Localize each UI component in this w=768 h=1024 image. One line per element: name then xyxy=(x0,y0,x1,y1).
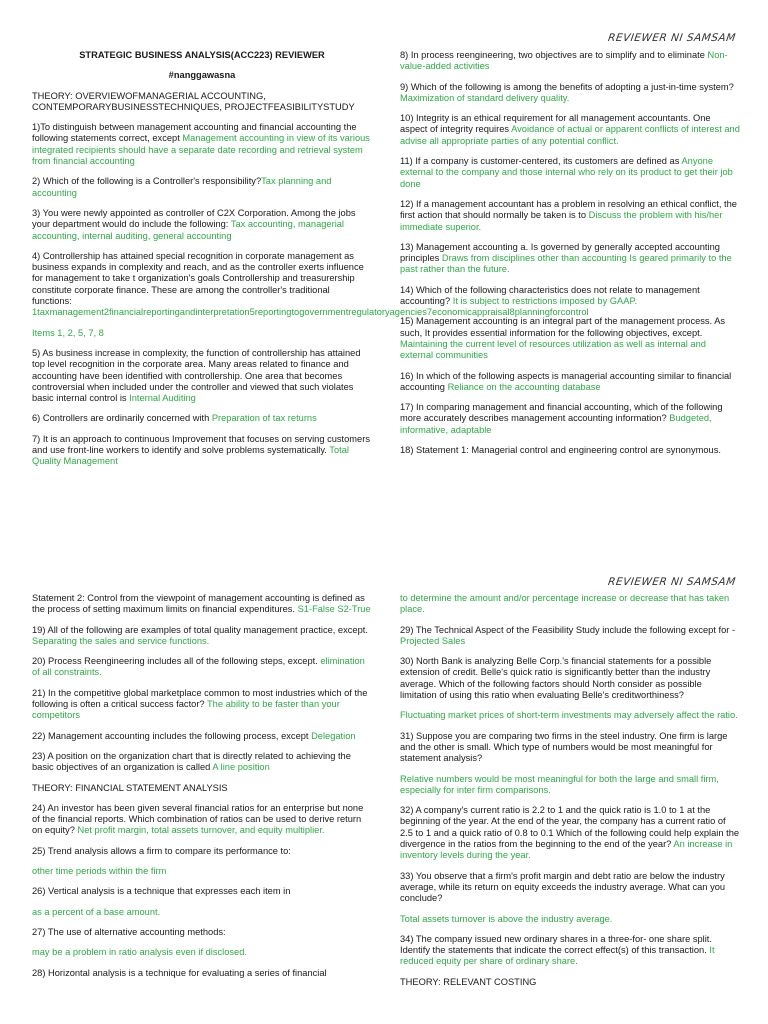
answer-text: to determine the amount and/or percentage increase or decrease that has taken place. xyxy=(400,593,730,615)
question-item xyxy=(400,871,740,905)
question-text: 19) All of the following are examples of total quality management practice, except. xyxy=(32,624,368,635)
question-item xyxy=(400,242,740,276)
question-item xyxy=(32,783,372,794)
question-item xyxy=(400,199,740,233)
question-text: 15) Management accounting is an integral part of the management process. As such, It provides essential information for the following objectives, except. xyxy=(400,316,726,338)
answer-text: Items 1, 2, 5, 7, 8 xyxy=(32,327,104,338)
answer-text: Tax planning and accounting xyxy=(32,176,332,198)
answer-text: Tax accounting, managerial accounting, internal auditing, general accounting xyxy=(32,219,344,241)
question-item xyxy=(400,710,740,721)
answer-text: Preparation of tax returns xyxy=(211,413,317,424)
answer-text: Budgeted, informative, adaptable xyxy=(400,413,712,435)
question-item xyxy=(32,803,372,837)
answer-text: Total assets turnover is above the industry average. xyxy=(400,913,613,924)
question-text: 11) If a company is customer-centered, its customers are defined as xyxy=(400,156,682,167)
question-item xyxy=(32,688,372,722)
answer-text: S1-False S2-True xyxy=(297,604,371,615)
reviewer-watermark: REVIEWER NI SAMSAM xyxy=(607,576,737,588)
question-item xyxy=(400,934,740,968)
question-item xyxy=(32,968,372,979)
question-text: 16) In which of the following aspects is managerial accounting similar to financial accounting xyxy=(400,370,732,392)
question-item xyxy=(400,593,740,616)
question-text: 3) You were newly appointed as controller of C2X Corporation. Among the jobs your department would do include the following: xyxy=(32,207,356,230)
question-item xyxy=(32,751,372,774)
answer-text: Relative numbers would be most meaningful for both the large and small firm, especially for inter firm comparisons. xyxy=(400,773,719,795)
question-text: THEORY: RELEVANT COSTING xyxy=(400,976,537,987)
question-text: 24) An investor has been given several financial ratios for an enterprise but none of the financial reports. Which combination of ratios can be used to derive return on equity? xyxy=(32,802,364,836)
question-item xyxy=(400,113,740,147)
question-text: 30) North Bank is analyzing Belle Corp.'s financial statements for a possible extension of credit. Belle's quick ratio is significantly better than the industry average. Which of the following factors should North consider as possible limitation of using this ratio when evaluating Belle's creditworthiness? xyxy=(400,656,712,701)
question-item xyxy=(32,122,372,167)
question-item xyxy=(32,208,372,242)
question-item xyxy=(32,731,372,742)
answer-text: Avoidance of actual or apparent conflicts of interest and advise all appropriate parties of any potential conflict. xyxy=(400,124,740,146)
question-item xyxy=(32,625,372,648)
question-text: 1)To distinguish between management accounting and financial accounting the following statements correct, except xyxy=(32,122,357,144)
question-text: 31) Suppose you are comparing two firms in the steel industry. One firm is large and the other is small. Which type of numbers would be most meaningful for statement analysis? xyxy=(400,730,728,764)
question-text: Statement 2: Control from the viewpoint of management accounting is defined as the process of setting maximum limits on financial expenditures. xyxy=(32,593,365,615)
question-item xyxy=(400,656,740,701)
answer-text: Separating the sales and service functions. xyxy=(32,635,210,646)
question-item xyxy=(32,434,372,468)
question-item xyxy=(400,774,740,797)
question-text: 17) In comparing management and financial accounting, which of the following more accurately describes management accounting information? xyxy=(400,402,723,424)
left-column xyxy=(32,593,372,988)
document-page-2 xyxy=(0,568,768,1024)
question-text: 27) The use of alternative accounting methods: xyxy=(32,926,226,937)
question-text: 6) Controllers are ordinarily concerned with xyxy=(32,413,212,424)
answer-text: It reduced equity per share of ordinary share. xyxy=(400,945,715,967)
question-item xyxy=(32,927,372,938)
answer-text: Anyone external to the company and those internal who rely on its product to get their job done xyxy=(400,156,733,189)
answer-text: Discuss the problem with his/her immediate superior. xyxy=(400,210,723,232)
question-text: 32) A company's current ratio is 2.2 to 1 and the quick ratio is 1.0 to 1 at the beginning of the year. At the end of the year, the company has a current ratio of 2.5 to 1 and a quick ratio of 0.8 to 0.1 Which of the following could help explain the divergence in the ratios from the beginning to the end of the year? xyxy=(400,805,740,850)
question-item xyxy=(32,348,372,404)
question-item xyxy=(32,176,372,199)
answer-text: Net profit margin, total assets turnover, and equity multiplier. xyxy=(77,825,325,836)
question-item xyxy=(32,328,372,339)
question-text: 29) The Technical Aspect of the Feasibility Study include the following except for - xyxy=(400,624,736,635)
question-text: 10) Integrity is an ethical requirement for all management accountants. One aspect of integrity requires xyxy=(400,113,711,135)
question-item xyxy=(400,82,740,105)
question-item xyxy=(32,846,372,857)
question-item xyxy=(32,866,372,877)
answer-text: The ability to be faster than your competitors xyxy=(32,699,340,721)
theory-heading: THEORY: OVERVIEWOFMANAGERIAL ACCOUNTING, CONTEMPORARYBUSINESSTECHNIQUES, PROJECTFEASIBILITYSTUDY xyxy=(32,90,355,112)
answer-text: A line position xyxy=(212,762,270,773)
question-text: 7) It is an approach to continuous Improvement that focuses on serving customers and use front-line workers to identify and solve problems systematically. xyxy=(32,433,370,456)
answer-text: Fluctuating market prices of short-term investments may adversely affect the ratio. xyxy=(400,710,738,721)
question-text: 34) The company issued new ordinary shares in a three-for- one share split. Identify the statements that indicate the correct effect(s) of this transaction. xyxy=(400,933,712,956)
question-item xyxy=(400,805,740,861)
answer-text: Maintaining the current level of resources utilization as well as internal and external communities xyxy=(400,338,706,361)
question-text: 8) In process reengineering, two objectives are to simplify and to eliminate xyxy=(400,50,708,60)
question-item xyxy=(400,371,740,394)
question-text: 23) A position on the organization chart that is directly related to achieving the basic objectives of an organization is called xyxy=(32,750,351,773)
question-text: 13) Management accounting a. Is governed by generally accepted accounting principles xyxy=(400,241,720,264)
answer-text: Internal Auditing xyxy=(129,393,196,404)
question-item xyxy=(400,914,740,925)
question-item xyxy=(400,156,740,190)
answer-text: It is subject to restrictions imposed by GAAP. xyxy=(452,296,638,307)
question-text: 4) Controllership has attained special recognition in corporate management as business expands in complexity and reach, and as the controller exerts influence for management to take t organization's goals Controllership and treasurership constitute corporate finance. These are among the controller's traditional functions: xyxy=(32,250,364,307)
question-list xyxy=(400,593,740,988)
question-item xyxy=(32,886,372,897)
question-text: 22) Management accounting includes the following process, except xyxy=(32,730,312,741)
question-item xyxy=(32,947,372,958)
question-item xyxy=(400,445,740,456)
right-column xyxy=(400,50,740,465)
answer-text: Draws from disciplines other than accounting Is geared primarily to the past rather than the future. xyxy=(400,253,732,275)
question-text: 26) Vertical analysis is a technique that expresses each item in xyxy=(32,886,291,897)
question-list xyxy=(32,593,372,979)
question-item xyxy=(400,625,740,648)
question-item xyxy=(32,593,372,616)
question-text: 5) As business increase in complexity, the function of controllership has attained top level recognition in the corporate area. Many areas related to finance and accounting have been identified with controllership. One area that becomes controversial when included under the controller and viewed that such violates basic internal control is xyxy=(32,347,361,404)
question-text: 25) Trend analysis allows a firm to compare its performance to: xyxy=(32,845,291,856)
answer-text: Total Quality Management xyxy=(32,445,349,467)
reviewer-watermark: REVIEWER NI SAMSAM xyxy=(607,32,737,44)
question-text: 9) Which of the following is among the benefits of adopting a just-in-time system? xyxy=(400,81,734,92)
question-item xyxy=(32,907,372,918)
question-item xyxy=(400,731,740,765)
question-item xyxy=(32,656,372,679)
question-item xyxy=(400,285,740,308)
question-item xyxy=(400,402,740,436)
answer-text: elimination of all constraints. xyxy=(32,656,365,678)
answer-text: as a percent of a base amount. xyxy=(32,906,161,917)
question-text: 21) In the competitive global marketplace common to most industries which of the following is often a critical success factor? xyxy=(32,687,368,710)
answer-text: Non-value-added activities xyxy=(400,50,728,72)
question-text: 28) Horizontal analysis is a technique for evaluating a series of financial xyxy=(32,967,327,978)
question-text: 2) Which of the following is a Controller's responsibility? xyxy=(32,176,262,187)
question-text: 33) You observe that a firm's profit margin and debt ratio are below the industry average, while its return on equity exceeds the industry average. What can you conclude? xyxy=(400,870,726,904)
question-text: 12) If a management accountant has a problem in resolving an ethical conflict, the first action that should normally be taken is to xyxy=(400,198,737,221)
question-item xyxy=(400,50,740,73)
document-title: STRATEGIC BUSINESS ANALYSIS(ACC223) REVIEWER xyxy=(79,50,325,60)
answer-text: An increase in inventory levels during the year. xyxy=(400,839,733,861)
hashtag: #nanggawasna xyxy=(168,70,236,81)
answer-text: Projected Sales xyxy=(400,635,466,646)
answer-text: may be a problem in ratio analysis even if disclosed. xyxy=(32,947,247,958)
question-item xyxy=(32,413,372,424)
answer-text: Delegation xyxy=(311,730,356,741)
right-column xyxy=(400,593,740,997)
question-text: 18) Statement 1: Managerial control and engineering control are synonymous. xyxy=(400,445,721,456)
question-text: THEORY: FINANCIAL STATEMENT ANALYSIS xyxy=(32,782,228,793)
answer-text: Management accounting in view of its various integrated recipients should have a separate date recording and retrieval system from financial accounting xyxy=(32,133,370,167)
question-item xyxy=(400,316,740,361)
answer-text: 1taxmanagement2financialreportingandinterpretation5reportingtogovernmentregulatoryagencies7economicappraisal8planningforcontrol xyxy=(32,307,589,318)
question-list xyxy=(400,50,740,456)
question-text: 14) Which of the following characteristics does not relate to management accounting? xyxy=(400,284,700,307)
answer-text: Reliance on the accounting database xyxy=(447,381,601,392)
question-text: 20) Process Reengineering includes all of the following steps, except. xyxy=(32,656,321,667)
question-item xyxy=(400,977,740,988)
answer-text: other time periods within the firm xyxy=(32,866,167,877)
answer-text: Maximization of standard delivery quality. xyxy=(400,92,570,103)
